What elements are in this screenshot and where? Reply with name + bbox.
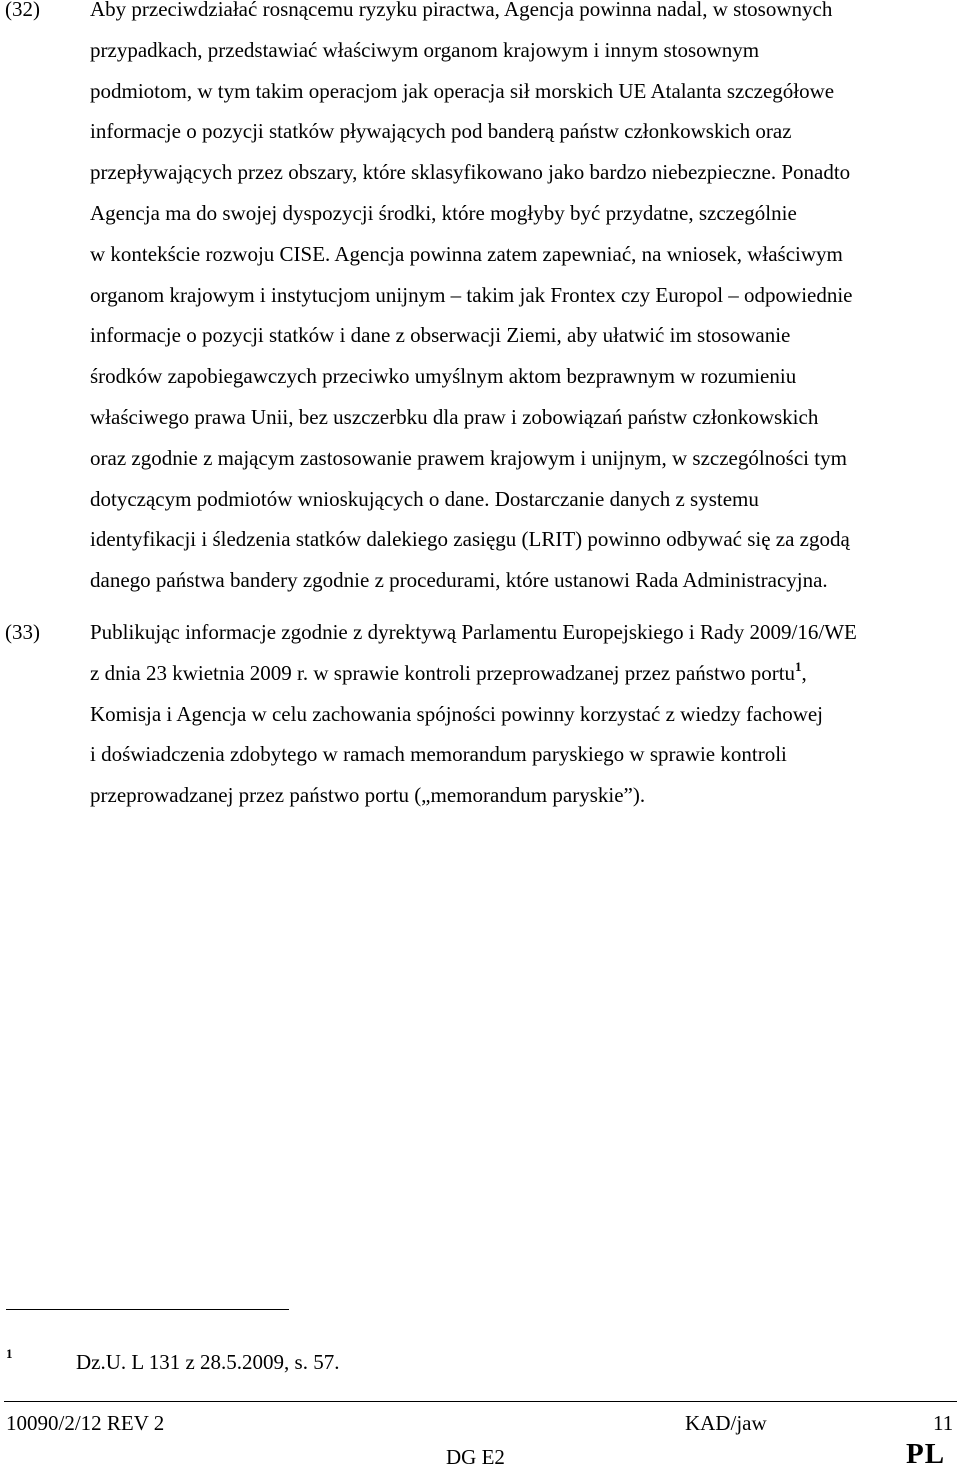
paragraph-line: i doświadczenia zdobytego w ramach memorandum paryskiego w sprawie kontroli	[90, 742, 787, 767]
paragraph-line: Komisja i Agencja w celu zachowania spójności powinny korzystać z wiedzy fachowej	[90, 701, 824, 726]
footer-document-reference: 10090/2/12 REV 2	[6, 1411, 165, 1435]
footnote-separator	[6, 1309, 289, 1310]
paragraph-line: informacje o pozycji statków i dane z obserwacji Ziemi, aby ułatwić im stosowanie	[90, 323, 791, 348]
paragraph-line: informacje o pozycji statków pływających pod banderą państw członkowskich oraz	[90, 119, 792, 144]
footnote-reference[interactable]: 1	[795, 658, 802, 674]
paragraph-line	[90, 653, 960, 694]
footer-author-code: KAD/jaw	[685, 1411, 767, 1435]
paragraph-body	[90, 612, 960, 816]
paragraph-line: dotyczącym podmiotów wnioskujących o dane. Dostarczanie danych z systemu	[90, 486, 759, 511]
paragraph-line-text: ,	[801, 660, 807, 685]
paragraph-line: Agencja ma do swojej dyspozycji środki, które mogłyby być przydatne, szczególnie	[90, 200, 797, 225]
paragraph-line: identyfikacji i śledzenia statków dalekiego zasięgu (LRIT) powinno odbywać się za zgodą	[90, 527, 850, 552]
paragraph-line: Publikując informacje zgodnie z dyrektywą Parlamentu Europejskiego i Rady 2009/16/WE	[90, 620, 857, 644]
paragraph-line: Aby przeciwdziałać rosnącemu ryzyku piractwa, Agencja powinna nadal, w stosownych	[90, 0, 833, 21]
footer-language-code: PL	[906, 1438, 946, 1470]
paragraph-line: danego państwa bandery zgodnie z procedurami, które ustanowi Rada Administracyjna.	[90, 568, 828, 593]
paragraph-line-text: z dnia 23 kwietnia 2009 r. w sprawie kontroli przeprowadzanej przez państwo portu	[90, 660, 796, 685]
footer-separator	[4, 1401, 957, 1402]
paragraph-line: w kontekście rozwoju CISE. Agencja powinna zatem zapewniać, na wniosek, właściwym	[90, 241, 843, 266]
paragraph-line: organom krajowym i instytucjom unijnym – takim jak Frontex czy Europol – odpowiednie	[90, 282, 853, 307]
paragraph-body	[90, 0, 960, 601]
footer-page-number: 11	[933, 1411, 954, 1435]
paragraph-number: (32)	[5, 0, 40, 21]
footer-directorate: DG E2	[446, 1445, 505, 1469]
paragraph-line: właściwego prawa Unii, bez uszczerbku dla praw i zobowiązań państw członkowskich	[90, 404, 819, 429]
paragraph-line: środków zapobiegawczych przeciwko umyślnym aktom bezprawnym w rozumieniu	[90, 364, 797, 389]
paragraph-line: przeprowadzanej przez państwo portu („memorandum paryskie”).	[90, 783, 646, 808]
paragraph-line: oraz zgodnie z mającym zastosowanie prawem krajowym i unijnym, w szczególności tym	[90, 445, 847, 470]
footnote-mark: 1	[6, 1346, 13, 1361]
paragraph-line: przepływających przez obszary, które sklasyfikowano jako bardzo niebezpieczne. Ponadto	[90, 160, 851, 185]
paragraph-line: przypadkach, przedstawiać właściwym organom krajowym i innym stosownym	[90, 37, 760, 62]
paragraph-number: (33)	[5, 620, 40, 644]
paragraph-line: podmiotom, w tym takim operacjom jak operacja sił morskich UE Atalanta szczegółowe	[90, 78, 835, 103]
footnote-text: Dz.U. L 131 z 28.5.2009, s. 57.	[76, 1350, 340, 1374]
